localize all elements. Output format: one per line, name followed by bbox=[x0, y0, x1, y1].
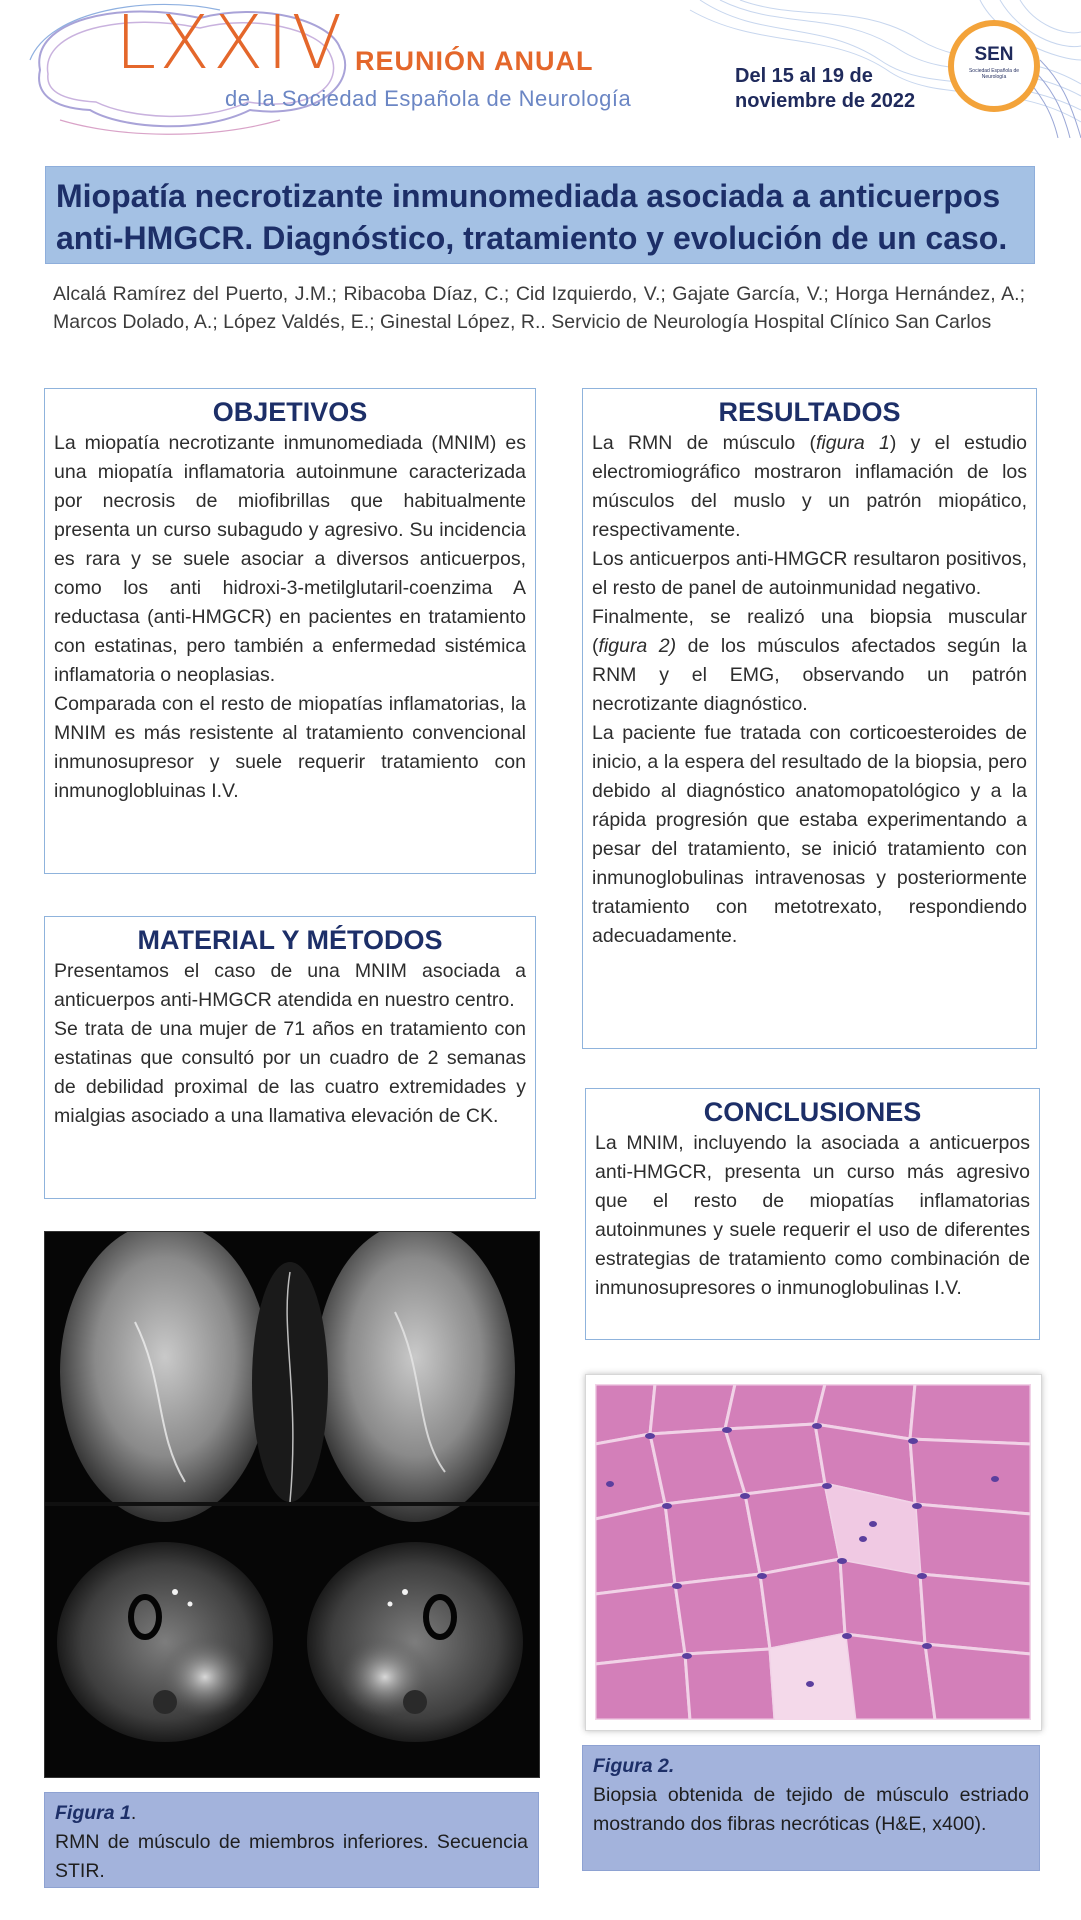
logo-subtext: Sociedad Española de Neurología bbox=[968, 68, 1020, 80]
section-material-metodos bbox=[44, 916, 536, 1199]
section-paragraph: Presentamos el caso de una MNIM asociada a anticuerpos anti-HMGCR atendida en nuestro centro. bbox=[54, 960, 526, 1011]
figure-2-histology-image bbox=[595, 1384, 1031, 1720]
caption-title-suffix: . bbox=[130, 1802, 137, 1824]
caption-text: RMN de músculo de miembros inferiores. Secuencia STIR. bbox=[55, 1831, 528, 1882]
congress-number: LXXIV bbox=[115, 0, 346, 86]
text-run: de los músculos afectados según la RNM y el EMG, observando un patrón necrotizante diagnóstico. bbox=[592, 635, 1027, 715]
caption-title: Figura 1 bbox=[55, 1802, 131, 1824]
caption-text: Biopsia obtenida de tejido de músculo estriado mostrando dos fibras necróticas (H&E, x400). bbox=[593, 1784, 1029, 1835]
section-paragraph: Se trata de una mujer de 71 años en tratamiento con estatinas que consultó por un cuadro de 2 semanas de debilidad proximal de las cuatro extremidades y mialgias asociado a una llamativa elevación de CK. bbox=[54, 1018, 526, 1127]
figure-reference: figura 2) bbox=[598, 635, 677, 657]
meeting-dates bbox=[735, 64, 915, 114]
logo-text: SEN bbox=[974, 44, 1014, 65]
text-run: Finalmente, se realizó una biopsia muscular ( bbox=[592, 606, 1027, 657]
poster-title: Miopatía necrotizante inmunomediada asociada a anticuerpos anti-HMGCR. Diagnóstico, tratamiento y evolución de un caso. bbox=[45, 166, 1035, 264]
section-objetivos bbox=[44, 388, 536, 874]
section-paragraph: Los anticuerpos anti-HMGCR resultaron positivos, el resto de panel de autoinmunidad negativo. bbox=[592, 548, 1027, 599]
section-paragraph bbox=[592, 603, 1027, 719]
section-paragraph bbox=[592, 429, 1027, 545]
figure-2-caption bbox=[582, 1745, 1040, 1871]
text-run: ) y el estudio electromiográfico mostraron inflamación de los músculos del muslo y un patrón miopático, respectivamente. bbox=[592, 432, 1027, 541]
section-resultados bbox=[582, 388, 1037, 1049]
section-paragraph: La miopatía necrotizante inmunomediada (MNIM) es una miopatía inflamatoria autoinmune caracterizada por necrosis de miofibrillas que habitualmente presenta un curso subagudo y agresivo. Su incidencia es rara y se suele asociar a diversos anticuerpos, como los anti hidroxi-3-metilglutaril-coenzima A reductasa (anti-HMGCR) en pacientes en tratamiento con estatinas, pero también a enfermedad sistémica inflamatoria o neoplasias. bbox=[54, 432, 526, 686]
section-paragraph: Comparada con el resto de miopatías inflamatorias, la MNIM es más resistente al tratamiento convencional inmunosupresor y suele requerir tratamiento con inmunoglobluinas I.V. bbox=[54, 693, 526, 802]
figure-reference: figura 1 bbox=[815, 432, 890, 454]
figure-1-caption bbox=[44, 1792, 539, 1888]
section-conclusiones bbox=[585, 1088, 1040, 1340]
society-name: de la Sociedad Española de Neurología bbox=[225, 86, 632, 111]
text-run: La RMN de músculo ( bbox=[592, 432, 816, 454]
sen-logo bbox=[948, 20, 1040, 112]
figure-2-frame bbox=[585, 1374, 1042, 1731]
dates-line-1: Del 15 al 19 de bbox=[735, 65, 873, 87]
logo-ring bbox=[948, 20, 1040, 112]
dates-line-2: noviembre de 2022 bbox=[735, 90, 916, 112]
section-heading: RESULTADOS bbox=[718, 397, 901, 427]
meeting-title: REUNIÓN ANUAL bbox=[355, 46, 594, 76]
section-paragraph: La MNIM, incluyendo la asociada a anticuerpos anti-HMGCR, presenta un curso más agresivo que el resto de miopatías inflamatorias autoinmunes y suele requerir el uso de diferentes estrategias de tratamiento como combinación de inmunosupresores o inmunoglobulinas I.V. bbox=[595, 1132, 1030, 1299]
section-heading: CONCLUSIONES bbox=[703, 1097, 922, 1127]
caption-title: Figura 2. bbox=[593, 1755, 675, 1777]
header-banner bbox=[0, 0, 1081, 138]
mri-illustration bbox=[45, 1232, 539, 1777]
section-heading: MATERIAL Y MÉTODOS bbox=[137, 925, 443, 955]
section-heading: OBJETIVOS bbox=[212, 397, 368, 427]
section-paragraph: La paciente fue tratada con corticoesteroides de inicio, a la espera del resultado de la biopsia, pero debido al diagnóstico anatomopatológico y a la rápida progresión que estaba experimentando a pesar del tratamiento, se inició tratamiento con inmunoglobulinas intravenosas y posteriormente tratamiento con metotrexato, respondiendo adecuadamente. bbox=[592, 722, 1027, 947]
authors: Alcalá Ramírez del Puerto, J.M.; Ribacoba Díaz, C.; Cid Izquierdo, V.; Gajate García, V.; Horga Hernández, A.; Marcos Dolado, A.; López Valdés, E.; Ginestal López, R.. Servicio de Neurología Hospital Clínico San Carlos bbox=[53, 283, 1025, 333]
figure-1-mri-image bbox=[44, 1231, 540, 1778]
